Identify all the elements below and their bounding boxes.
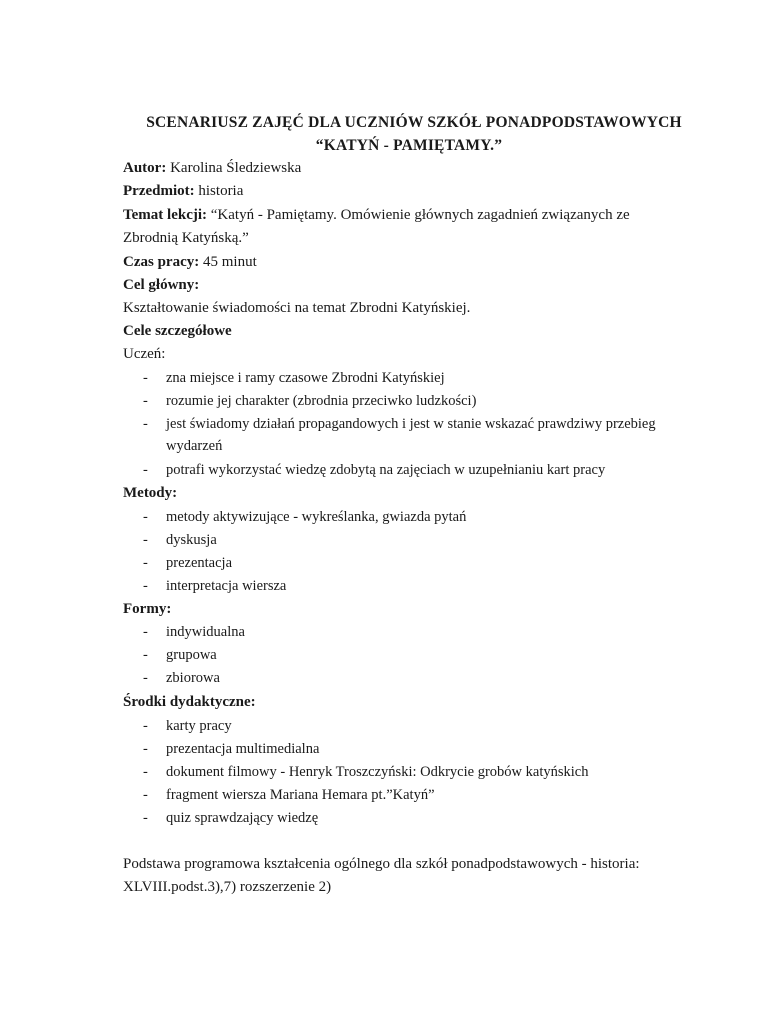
document-title-line2: “KATYŃ - PAMIĘTAMY.” bbox=[315, 137, 503, 154]
subject-value: historia bbox=[198, 183, 244, 199]
topic-value-line1: “Katyń - Pamiętamy. Omówienie głównych zagadnień związanych ze bbox=[210, 207, 630, 223]
specific-goals-label: Cele szczegółowe bbox=[123, 323, 232, 339]
list-item-text: jest świadomy działań propagandowych i jest w stanie wskazać prawdziwy przebieg bbox=[166, 416, 656, 432]
curriculum-basis-line2: XLVIII.podst.3),7) rozszerzenie 2) bbox=[123, 879, 332, 895]
methods-label: Metody: bbox=[123, 485, 178, 501]
list-item-text: rozumie jej charakter (zbrodnia przeciwko ludzkości) bbox=[166, 393, 477, 409]
subject-label: Przedmiot: bbox=[123, 183, 195, 199]
subject-row bbox=[123, 183, 243, 200]
list-item-text: zna miejsce i ramy czasowe Zbrodni Katyńskiej bbox=[166, 370, 445, 386]
author-row bbox=[123, 160, 301, 177]
bullet-dash: - bbox=[143, 509, 148, 525]
bullet-dash: - bbox=[143, 741, 148, 757]
list-item-text: grupowa bbox=[166, 647, 217, 663]
forms-label: Formy: bbox=[123, 601, 172, 617]
bullet-dash: - bbox=[143, 370, 148, 386]
bullet-dash: - bbox=[143, 764, 148, 780]
duration-value: 45 minut bbox=[202, 254, 257, 270]
duration-label: Czas pracy: bbox=[123, 254, 200, 270]
bullet-dash: - bbox=[143, 647, 148, 663]
curriculum-basis-line1: Podstawa programowa kształcenia ogólnego dla szkół ponadpodstawowych - historia: bbox=[123, 856, 640, 872]
list-item-text: indywidualna bbox=[166, 624, 245, 640]
list-item-text: wydarzeń bbox=[166, 438, 223, 454]
topic-row bbox=[123, 207, 630, 224]
list-item-text: karty pracy bbox=[166, 718, 232, 734]
list-item-text: fragment wiersza Mariana Hemara pt.”Katyń” bbox=[166, 787, 435, 803]
list-item-text: dyskusja bbox=[166, 532, 217, 548]
document-title-line1: SCENARIUSZ ZAJĘĆ DLA UCZNIÓW SZKÓŁ PONADPODSTAWOWYCH bbox=[146, 114, 682, 131]
author-value: Karolina Śledziewska bbox=[170, 160, 302, 176]
bullet-dash: - bbox=[143, 718, 148, 734]
bullet-dash: - bbox=[143, 670, 148, 686]
bullet-dash: - bbox=[143, 787, 148, 803]
list-item-text: prezentacja multimedialna bbox=[166, 741, 320, 757]
topic-value-line2: Zbrodnią Katyńską.” bbox=[123, 230, 249, 246]
list-item-text: zbiorowa bbox=[166, 670, 220, 686]
bullet-dash: - bbox=[143, 532, 148, 548]
bullet-dash: - bbox=[143, 393, 148, 409]
bullet-dash: - bbox=[143, 810, 148, 826]
bullet-dash: - bbox=[143, 578, 148, 594]
list-item-text: quiz sprawdzający wiedzę bbox=[166, 810, 319, 826]
list-item-text: metody aktywizujące - wykreślanka, gwiazda pytań bbox=[166, 509, 467, 525]
list-item-text: prezentacja bbox=[166, 555, 233, 571]
list-item-text: dokument filmowy - Henryk Troszczyński: Odkrycie grobów katyńskich bbox=[166, 764, 589, 780]
author-label: Autor: bbox=[123, 160, 167, 176]
list-item-text: potrafi wykorzystać wiedzę zdobytą na zajęciach w uzupełnianiu kart pracy bbox=[166, 462, 606, 478]
bullet-dash: - bbox=[143, 462, 148, 478]
main-goal-label: Cel główny: bbox=[123, 277, 200, 293]
list-item-text: interpretacja wiersza bbox=[166, 578, 287, 594]
student-label: Uczeń: bbox=[123, 346, 166, 362]
duration-row bbox=[123, 254, 257, 271]
topic-label: Temat lekcji: bbox=[123, 207, 208, 223]
teaching-aids-label: Środki dydaktyczne: bbox=[123, 694, 256, 710]
main-goal-value: Kształtowanie świadomości na temat Zbrodni Katyńskiej. bbox=[123, 300, 471, 316]
bullet-dash: - bbox=[143, 416, 148, 432]
bullet-dash: - bbox=[143, 555, 148, 571]
bullet-dash: - bbox=[143, 624, 148, 640]
